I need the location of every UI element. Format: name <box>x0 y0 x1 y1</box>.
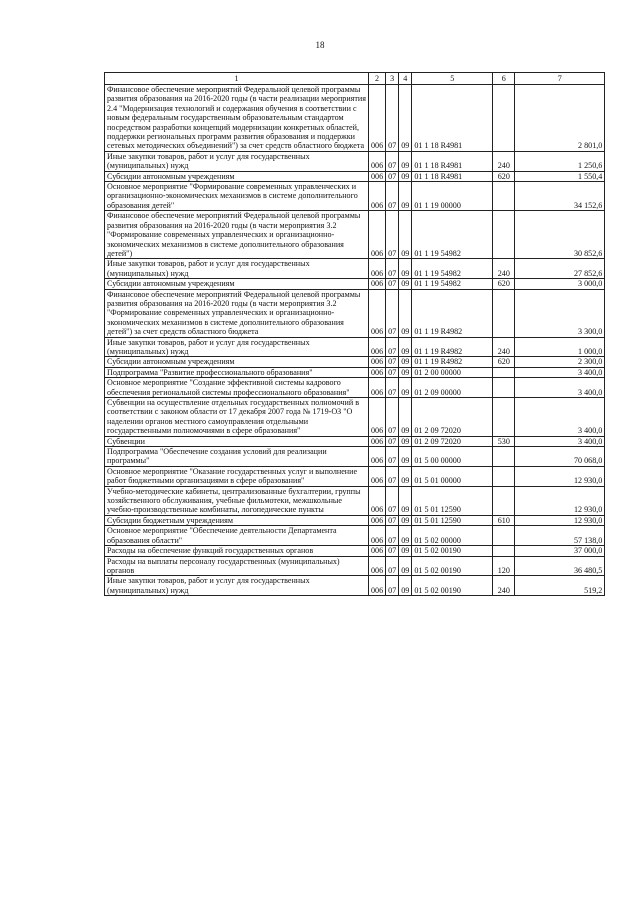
cell-name: Финансовое обеспечение мероприятий Федеральной целевой программы развития образования на 2016-2020 годы (в части мероприятия 3.2 "Формирование современных управленческих и организационно-экономических механизмов в системе дополнительного образования детей") за счет средств областного бюджета <box>105 289 369 337</box>
cell-sum: 30 852,6 <box>515 211 605 259</box>
table-row <box>105 259 605 279</box>
cell-subsection: 09 <box>399 337 412 357</box>
cell-ved: 006 <box>369 367 386 377</box>
column-header-expense-type: 6 <box>493 73 515 85</box>
cell-section: 07 <box>386 378 399 398</box>
cell-sum: 70 068,0 <box>515 447 605 467</box>
cell-name: Основное мероприятие "Обеспечение деятельности Департамента образования области" <box>105 526 369 546</box>
cell-target-code: 01 5 01 00000 <box>412 466 493 486</box>
cell-subsection: 09 <box>399 515 412 525</box>
cell-subsection: 09 <box>399 211 412 259</box>
cell-section: 07 <box>386 436 399 446</box>
table-row <box>105 466 605 486</box>
cell-name: Субсидии автономным учреждениям <box>105 279 369 289</box>
cell-ved: 006 <box>369 85 386 152</box>
cell-sum: 34 152,6 <box>515 182 605 211</box>
cell-expense-type <box>493 378 515 398</box>
cell-ved: 006 <box>369 515 386 525</box>
cell-ved: 006 <box>369 279 386 289</box>
cell-sum: 2 300,0 <box>515 357 605 367</box>
table-row <box>105 357 605 367</box>
cell-ved: 006 <box>369 171 386 181</box>
cell-target-code: 01 2 09 72020 <box>412 436 493 446</box>
cell-subsection: 09 <box>399 171 412 181</box>
cell-subsection: 09 <box>399 357 412 367</box>
cell-ved: 006 <box>369 546 386 556</box>
table-row <box>105 378 605 398</box>
table-row <box>105 546 605 556</box>
cell-ved: 006 <box>369 357 386 367</box>
cell-subsection: 09 <box>399 546 412 556</box>
table-row <box>105 556 605 576</box>
cell-expense-type <box>493 466 515 486</box>
cell-expense-type <box>493 367 515 377</box>
cell-target-code: 01 1 18 R4981 <box>412 171 493 181</box>
cell-subsection: 09 <box>399 466 412 486</box>
cell-ved: 006 <box>369 526 386 546</box>
page-number: 18 <box>315 40 325 50</box>
table-row <box>105 515 605 525</box>
table-row <box>105 447 605 467</box>
column-header-target-code: 5 <box>412 73 493 85</box>
cell-sum: 1 000,0 <box>515 337 605 357</box>
cell-target-code: 01 1 19 R4982 <box>412 357 493 367</box>
cell-section: 07 <box>386 279 399 289</box>
cell-name: Субсидии автономным учреждениям <box>105 171 369 181</box>
table-row <box>105 486 605 515</box>
cell-expense-type <box>493 486 515 515</box>
cell-subsection: 09 <box>399 378 412 398</box>
table-row <box>105 289 605 337</box>
table-row <box>105 171 605 181</box>
cell-subsection: 09 <box>399 259 412 279</box>
cell-target-code: 01 2 09 00000 <box>412 378 493 398</box>
cell-ved: 006 <box>369 211 386 259</box>
cell-target-code: 01 1 19 00000 <box>412 182 493 211</box>
cell-section: 07 <box>386 182 399 211</box>
cell-target-code: 01 5 02 00190 <box>412 576 493 596</box>
cell-subsection: 09 <box>399 398 412 437</box>
cell-target-code: 01 2 00 00000 <box>412 367 493 377</box>
cell-expense-type: 620 <box>493 171 515 181</box>
cell-subsection: 09 <box>399 526 412 546</box>
cell-expense-type <box>493 211 515 259</box>
cell-sum: 3 300,0 <box>515 289 605 337</box>
cell-sum: 519,2 <box>515 576 605 596</box>
cell-name: Подпрограмма "Обеспечение создания условий для реализации программы" <box>105 447 369 467</box>
cell-name: Субвенции <box>105 436 369 446</box>
table-row <box>105 337 605 357</box>
column-header-name: 1 <box>105 73 369 85</box>
column-header-subsection: 4 <box>399 73 412 85</box>
cell-ved: 006 <box>369 259 386 279</box>
cell-target-code: 01 1 19 54982 <box>412 279 493 289</box>
cell-target-code: 01 1 19 R4982 <box>412 337 493 357</box>
cell-name: Расходы на выплаты персоналу государственных (муниципальных) органов <box>105 556 369 576</box>
cell-name: Финансовое обеспечение мероприятий Федеральной целевой программы развития образования на 2016-2020 годы (в части реализации мероприятия 2.4 "Модернизация технологий и содержания обучения в соответствии с новым федеральным государственным образовательным стандартом посредством разработки концепций модернизации конкретных областей, поддержки региональных программ развития образования и поддержки сетевых методических объединений") за счет средств областного бюджета <box>105 85 369 152</box>
cell-subsection: 09 <box>399 151 412 171</box>
cell-name: Финансовое обеспечение мероприятий Федеральной целевой программы развития образования на 2016-2020 годы (в части мероприятия 3.2 "Формирование современных управленческих и организационно-экономических механизмов в системе дополнительного образования детей") <box>105 211 369 259</box>
cell-name: Субсидии бюджетным учреждениям <box>105 515 369 525</box>
cell-name: Иные закупки товаров, работ и услуг для государственных (муниципальных) нужд <box>105 576 369 596</box>
cell-expense-type <box>493 526 515 546</box>
column-header-ved: 2 <box>369 73 386 85</box>
cell-section: 07 <box>386 398 399 437</box>
cell-name: Иные закупки товаров, работ и услуг для государственных (муниципальных) нужд <box>105 337 369 357</box>
cell-sum: 36 480,5 <box>515 556 605 576</box>
cell-section: 07 <box>386 289 399 337</box>
cell-name: Подпрограмма "Развитие профессионального образования" <box>105 367 369 377</box>
cell-ved: 006 <box>369 289 386 337</box>
cell-target-code: 01 1 19 54982 <box>412 211 493 259</box>
cell-name: Основное мероприятие "Формирование современных управленческих и организационно-экономических механизмов в системе дополнительного образования детей" <box>105 182 369 211</box>
table-row <box>105 279 605 289</box>
table-row <box>105 85 605 152</box>
cell-ved: 006 <box>369 182 386 211</box>
cell-sum: 1 250,6 <box>515 151 605 171</box>
cell-subsection: 09 <box>399 447 412 467</box>
cell-name: Учебно-методические кабинеты, централизованные бухгалтерии, группы хозяйственного обслуживания, учебные фильмотеки, межшкольные учебно-производственные комбинаты, логопедические пункты <box>105 486 369 515</box>
cell-subsection: 09 <box>399 182 412 211</box>
cell-subsection: 09 <box>399 85 412 152</box>
table-row <box>105 211 605 259</box>
cell-target-code: 01 5 01 12590 <box>412 486 493 515</box>
cell-name: Субвенции на осуществление отдельных государственных полномочий в соответствии с законом области от 17 декабря 2007 года № 1719-ОЗ "О наделении органов местного самоуправления отдельными государственными полномочиями в сфере образования" <box>105 398 369 437</box>
cell-target-code: 01 2 09 72020 <box>412 398 493 437</box>
cell-expense-type: 620 <box>493 357 515 367</box>
cell-subsection: 09 <box>399 367 412 377</box>
cell-sum: 3 400,0 <box>515 436 605 446</box>
cell-expense-type <box>493 447 515 467</box>
cell-ved: 006 <box>369 436 386 446</box>
cell-sum: 37 000,0 <box>515 546 605 556</box>
cell-section: 07 <box>386 556 399 576</box>
cell-ved: 006 <box>369 447 386 467</box>
cell-expense-type <box>493 182 515 211</box>
cell-section: 07 <box>386 151 399 171</box>
cell-ved: 006 <box>369 486 386 515</box>
cell-sum: 57 138,0 <box>515 526 605 546</box>
cell-subsection: 09 <box>399 289 412 337</box>
table-row <box>105 182 605 211</box>
cell-ved: 006 <box>369 337 386 357</box>
cell-name: Иные закупки товаров, работ и услуг для государственных (муниципальных) нужд <box>105 151 369 171</box>
cell-target-code: 01 5 00 00000 <box>412 447 493 467</box>
cell-expense-type: 240 <box>493 576 515 596</box>
cell-section: 07 <box>386 259 399 279</box>
cell-sum: 3 400,0 <box>515 398 605 437</box>
cell-section: 07 <box>386 466 399 486</box>
cell-ved: 006 <box>369 576 386 596</box>
cell-section: 07 <box>386 357 399 367</box>
cell-target-code: 01 1 19 54982 <box>412 259 493 279</box>
cell-sum: 12 930,0 <box>515 486 605 515</box>
cell-subsection: 09 <box>399 279 412 289</box>
cell-name: Основное мероприятие "Оказание государственных услуг и выполнение работ бюджетными организациями в сфере образования" <box>105 466 369 486</box>
cell-name: Расходы на обеспечение функций государственных органов <box>105 546 369 556</box>
cell-expense-type <box>493 289 515 337</box>
cell-subsection: 09 <box>399 556 412 576</box>
cell-subsection: 09 <box>399 486 412 515</box>
cell-target-code: 01 5 02 00190 <box>412 556 493 576</box>
table-header-row <box>105 73 605 85</box>
cell-section: 07 <box>386 546 399 556</box>
cell-name: Субсидии автономным учреждениям <box>105 357 369 367</box>
cell-sum: 12 930,0 <box>515 466 605 486</box>
cell-sum: 3 400,0 <box>515 378 605 398</box>
cell-sum: 12 930,0 <box>515 515 605 525</box>
cell-target-code: 01 5 02 00190 <box>412 546 493 556</box>
cell-target-code: 01 1 18 R4981 <box>412 151 493 171</box>
table-row <box>105 576 605 596</box>
cell-expense-type: 240 <box>493 337 515 357</box>
cell-expense-type <box>493 398 515 437</box>
cell-section: 07 <box>386 171 399 181</box>
cell-sum: 3 400,0 <box>515 367 605 377</box>
cell-section: 07 <box>386 85 399 152</box>
cell-name: Основное мероприятие "Создание эффективной системы кадрового обеспечения региональной системы профессионального образования" <box>105 378 369 398</box>
cell-expense-type: 620 <box>493 279 515 289</box>
cell-ved: 006 <box>369 151 386 171</box>
cell-expense-type <box>493 546 515 556</box>
cell-expense-type: 240 <box>493 259 515 279</box>
table-row <box>105 436 605 446</box>
cell-section: 07 <box>386 486 399 515</box>
cell-section: 07 <box>386 526 399 546</box>
cell-section: 07 <box>386 576 399 596</box>
cell-expense-type <box>493 85 515 152</box>
table-row <box>105 526 605 546</box>
table-row <box>105 398 605 437</box>
cell-target-code: 01 1 18 R4981 <box>412 85 493 152</box>
cell-ved: 006 <box>369 398 386 437</box>
cell-target-code: 01 5 02 00000 <box>412 526 493 546</box>
cell-subsection: 09 <box>399 436 412 446</box>
cell-name: Иные закупки товаров, работ и услуг для государственных (муниципальных) нужд <box>105 259 369 279</box>
cell-expense-type: 530 <box>493 436 515 446</box>
cell-subsection: 09 <box>399 576 412 596</box>
cell-ved: 006 <box>369 556 386 576</box>
cell-section: 07 <box>386 211 399 259</box>
budget-table <box>104 72 605 596</box>
cell-ved: 006 <box>369 466 386 486</box>
cell-sum: 3 000,0 <box>515 279 605 289</box>
table-row <box>105 151 605 171</box>
cell-section: 07 <box>386 515 399 525</box>
cell-expense-type: 240 <box>493 151 515 171</box>
cell-expense-type: 610 <box>493 515 515 525</box>
cell-target-code: 01 1 19 R4982 <box>412 289 493 337</box>
cell-section: 07 <box>386 367 399 377</box>
cell-target-code: 01 5 01 12590 <box>412 515 493 525</box>
cell-ved: 006 <box>369 378 386 398</box>
cell-section: 07 <box>386 447 399 467</box>
column-header-section: 3 <box>386 73 399 85</box>
column-header-sum: 7 <box>515 73 605 85</box>
cell-expense-type: 120 <box>493 556 515 576</box>
cell-section: 07 <box>386 337 399 357</box>
cell-sum: 2 801,0 <box>515 85 605 152</box>
table-row <box>105 367 605 377</box>
cell-sum: 1 550,4 <box>515 171 605 181</box>
cell-sum: 27 852,6 <box>515 259 605 279</box>
